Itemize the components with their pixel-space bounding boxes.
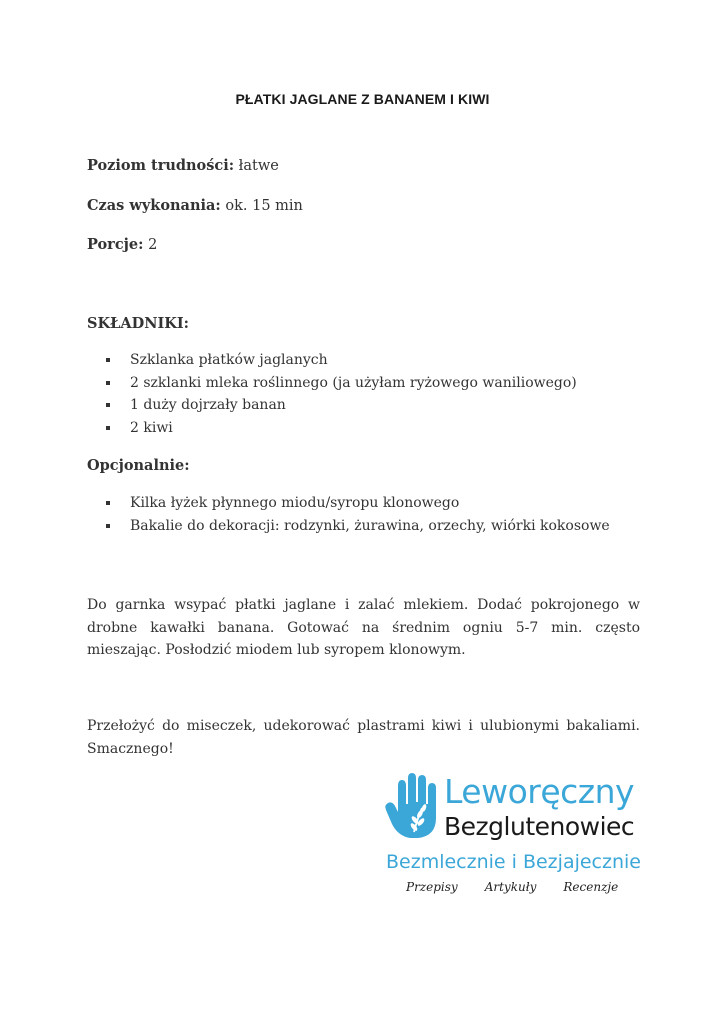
instruction-paragraph-1: Do garnka wsypać płatki jaglane i zalać mlekiem. Dodać pokrojonego w drobne kawałki banana. Gotować na średnim ogniu 5-7 min. często mieszając. Posłodzić miodem lub syropem klonowym. xyxy=(87,597,640,658)
portions-label: Porcje: xyxy=(87,236,144,253)
portions-value: 2 xyxy=(143,237,158,253)
logo-link-reviews: Recenzje xyxy=(563,880,619,894)
list-item-text: Kilka łyżek płynnego miodu/syropu klonowego xyxy=(130,495,460,511)
difficulty-line xyxy=(87,157,279,174)
bullet-icon xyxy=(106,426,110,430)
logo-line-1: Leworęczny xyxy=(444,772,635,811)
list-item-text: 2 szklanki mleka roślinnego (ja użyłam ryżowego waniliowego) xyxy=(130,374,577,391)
bullet-icon xyxy=(106,501,110,505)
optional-heading: Opcjonalnie: xyxy=(87,457,190,474)
list-item-text: Bakalie do dekoracji: rodzynki, żurawina, orzechy, wiórki kokosowe xyxy=(130,517,610,534)
list-item xyxy=(87,349,577,372)
logo-link-articles: Artykuły xyxy=(484,880,537,894)
bullet-icon xyxy=(106,358,110,362)
logo-line-3: Bezmlecznie i Bezjajecznie xyxy=(386,851,641,873)
list-item-text: Szklanka płatków jaglanych xyxy=(130,352,328,368)
optional-list xyxy=(87,492,610,537)
list-item xyxy=(87,515,610,538)
bullet-icon xyxy=(106,524,110,528)
time-line xyxy=(87,197,303,214)
list-item-text: 1 duży dojrzały banan xyxy=(130,397,286,413)
bullet-icon xyxy=(106,403,110,407)
logo-link-recipes: Przepisy xyxy=(406,880,458,894)
ingredients-list xyxy=(87,349,577,439)
list-item xyxy=(87,417,577,440)
list-item xyxy=(87,492,610,515)
list-item xyxy=(87,372,577,395)
portions-line xyxy=(87,236,157,253)
brand-logo xyxy=(384,772,644,902)
difficulty-label: Poziom trudności: xyxy=(87,157,235,174)
list-item xyxy=(87,394,577,417)
logo-links xyxy=(406,880,618,894)
logo-line-2: Bezglutenowiec xyxy=(444,812,635,841)
bullet-icon xyxy=(106,381,110,385)
difficulty-value: łatwe xyxy=(234,158,279,174)
hand-with-wheat-icon xyxy=(384,772,444,842)
time-label: Czas wykonania: xyxy=(87,197,221,214)
ingredients-heading: SKŁADNIKI: xyxy=(87,315,189,332)
instruction-paragraph-2: Przełożyć do miseczek, udekorować plastrami kiwi i ulubionymi bakaliami. Smacznego! xyxy=(87,718,640,757)
time-value: ok. 15 min xyxy=(220,198,303,214)
list-item-text: 2 kiwi xyxy=(130,419,173,436)
recipe-title: PŁATKI JAGLANE Z BANANEM I KIWI xyxy=(235,91,490,107)
